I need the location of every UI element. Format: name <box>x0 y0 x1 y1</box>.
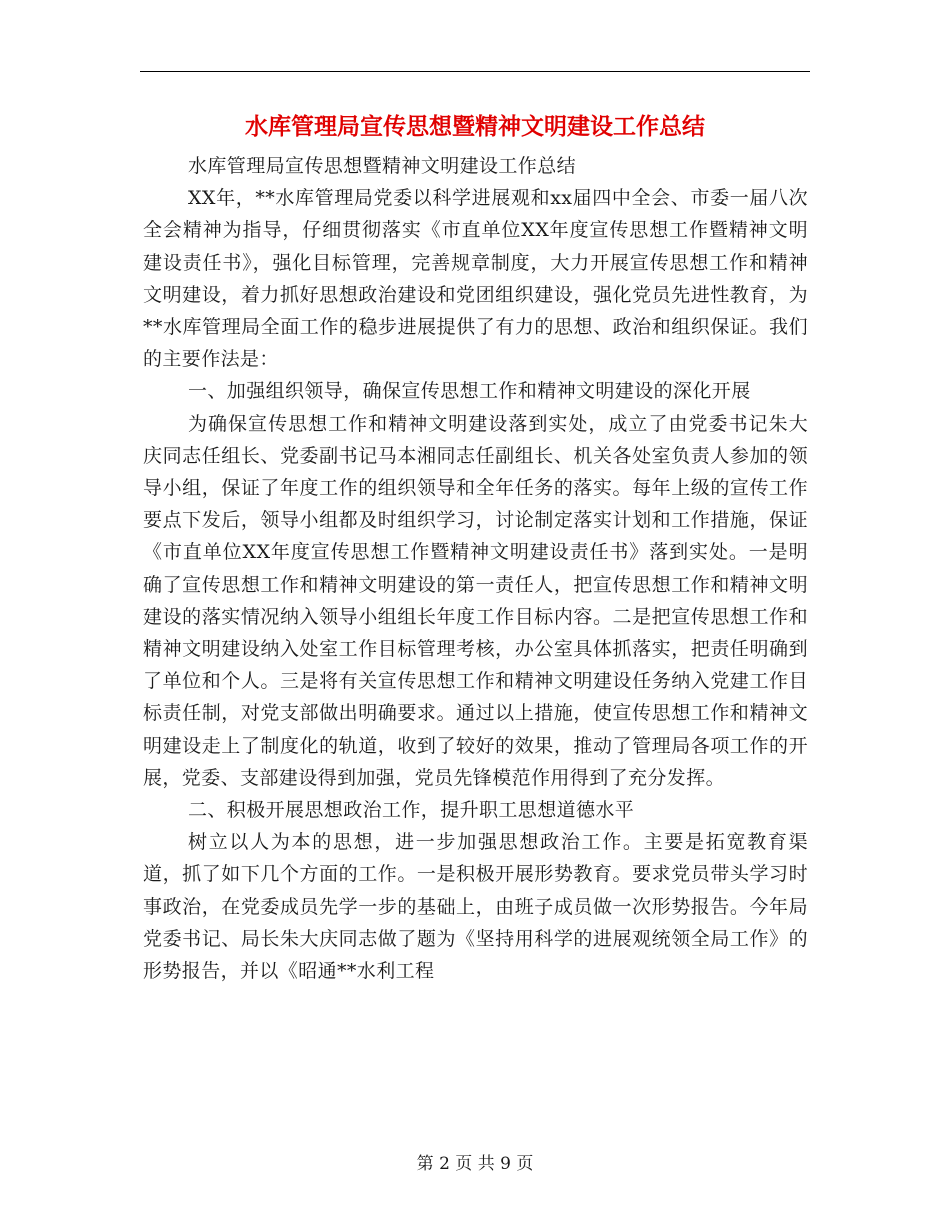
paragraph-section-1: 为确保宣传思想工作和精神文明建设落到实处，成立了由党委书记朱大庆同志任组长、党委副书记马本湘同志任副组长、机关各处室负责人参加的领导小组，保证了年度工作的组织领导和全年任务的落实。每年上级的宣传工作要点下发后，领导小组都及时组织学习，讨论制定落实计划和工作措施，保证《市直单位XX年度宣传思想工作暨精神文明建设责任书》落到实处。一是明确了宣传思想工作和精神文明建设的第一责任人，把宣传思想工作和精神文明建设的落实情况纳入领导小组组长年度工作目标内容。二是把宣传思想工作和精神文明建设纳入处室工作目标管理考核，办公室具体抓落实，把责任明确到了单位和个人。三是将有关宣传思想工作和精神文明建设任务纳入党建工作目标责任制，对党支部做出明确要求。通过以上措施，使宣传思想工作和精神文明建设走上了制度化的轨道，收到了较好的效果，推动了管理局各项工作的开展，党委、支部建设得到加强，党员先锋模范作用得到了充分发挥。 <box>143 412 808 789</box>
document-title: 水库管理局宣传思想暨精神文明建设工作总结 <box>245 114 705 140</box>
paragraph-subtitle: 水库管理局宣传思想暨精神文明建设工作总结 <box>188 155 577 177</box>
header-rule <box>140 71 810 72</box>
section-heading-2: 二、积极开展思想政治工作，提升职工思想道德水平 <box>188 799 635 822</box>
paragraph-section-2: 树立以人为本的思想，进一步加强思想政治工作。主要是拓宽教育渠道，抓了如下几个方面的工作。一是积极开展形势教育。要求党员带头学习时事政治，在党委成员先学一步的基础上，由班子成员做一次形势报告。今年局党委书记、局长朱大庆同志做了题为《坚持用科学的进展观统领全局工作》的形势报告，并以《昭通**水利工程 <box>143 831 808 983</box>
section-heading-1: 一、加强组织领导，确保宣传思想工作和精神文明建设的深化开展 <box>188 380 751 403</box>
paragraph-intro: XX年，**水库管理局党委以科学进展观和xx届四中全会、市委一届八次全会精神为指导，仔细贯彻落实《市直单位XX年度宣传思想工作暨精神文明建设责任书》，强化目标管理，完善规章制度，大力开展宣传思想工作和精神文明建设，着力抓好思想政治建设和党团组织建设，强化党员先进性教育，为**水库管理局全面工作的稳步进展提供了有力的思想、政治和组织保证。我们的主要作法是： <box>143 187 808 371</box>
page-footer <box>0 1151 950 1177</box>
document-body <box>143 150 808 987</box>
page-number: 第 2 页 共 9 页 <box>416 1154 534 1174</box>
